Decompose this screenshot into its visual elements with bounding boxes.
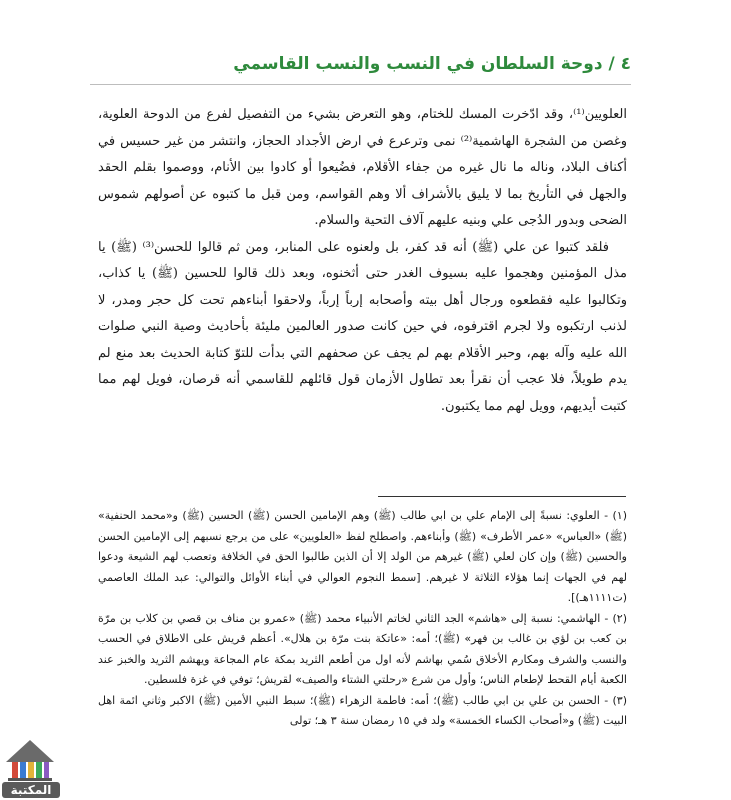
running-header	[90, 54, 631, 80]
books-icon	[2, 734, 58, 784]
paragraph: فلقد كتبوا عن علي (ﷺ) أنه قد كفر، بل ولعنوه على المنابر، ومن ثم قالوا للحسن⁽³⁾ (ﷺ) يا مذل المؤمنين وهجموا عليه بسيوف الغدر حتى أثخنوه، وبعد ذلك قالوا للحسين (ﷺ) يا كذاب، وتكالبوا عليه فقطعوه ورجال أهل بيته وأصحابه إرباً إرباً، ولاحقوا أبناءهم تحت كل حجر ومدر، لا لذنب ارتكبوه ولا لجرم اقترفوه، في حين كانت صدور العالمين مليئة بأحاديث وصية النبي صلوات الله عليه وآله بهم، وحبر الأقلام بهم لم يجف عن صحفهم التي بدأت للتوّ كتابة الحديث بعد منع لم يدم طويلاً، فلا عجب أن نقرأ بعد تطاول الأزمان قول قائلهم للقاسمي أنه قرصان، فويل لهم مما كتبت أيديهم، وويل لهم مما يكتبون.	[98, 239, 627, 414]
header-separator: /	[608, 54, 615, 74]
logo-text: المكتبة	[2, 782, 60, 798]
footnote: (٢) - الهاشمي: نسبة إلى «هاشم» الجد الثاني لخاتم الأنبياء محمد (ﷺ) «عمرو بن مناف بن قصي بن كلاب بن مرّة بن كعب بن لؤي بن غالب بن فهر» (ﷺ)؛ أمه: «عاتكة بنت مرّة بن هلال». أعظم قريش على الاطلاق في الحسب والنسب والشرف ومكارم الأخلاق سُمي بهاشم لأنه اول من أطعم الثريد بمكة عام المجاعة ويهشم الثريد والخبز عند الكعبة أيام القحط لإطعام الناس؛ وأول من شرع «رحلتي الشتاء والصيف» لقريش؛ توفي في غزة فلسطين.	[98, 611, 627, 686]
body-text	[98, 102, 627, 420]
header-rule	[90, 84, 631, 85]
paragraph: العلويين⁽¹⁾، وقد ادّخرت المسك للختام، وهو التعرض بشيء من التفصيل لفرع من الدوحة العلوية، وغصن من الشجرة الهاشمية⁽²⁾ نمى وترعرع في ارض الأجداد الحجاز، وانتشر من غير حسيس في أكناف البلاد، وناله ما نال غيره من جفاء الأقلام، فضُيعوا أو كادوا بين الأنام، ووصموا بقلم الحقد والجهل في التأريخ بما لا يليق بالأشراف ألا وهم القواسم، ومن قبل ما كتبوه عن أصولهم شموس الضحى وبدور الدُجى علي وبنيه عليهم آلاف التحية والسلام.	[98, 107, 627, 228]
footnote: (١) - العلوي: نسبةً إلى الإمام علي بن ابي طالب (ﷺ) وهم الإمامين الحسن (ﷺ) الحسين (ﷺ) و«محمد الحنفية» (ﷺ) «العباس» «عمر الأطرف» (ﷺ) وأبناءهم. واصطلح لفظ «العلويين» على من يرجع نسبهم إلى الإمامين الحسن والحسين (ﷺ) وإن كان لعلي (ﷺ) غيرهم من الولد إلا أن الذين طالبوا الحق في الخلافة وتعصب لهم الشيعة ودعوا لهم في الجهات إنما هؤلاء الثلاثة لا غيرهم. [سمط النجوم العوالي في أبناء الأوائل والتوالي: عبد الملك العاصمي (ت١١١١هـ)].	[98, 509, 627, 604]
footnote: (٣) - الحسن بن علي بن ابي طالب (ﷺ)؛ أمه: فاطمة الزهراء (ﷺ)؛ سبط النبي الأمين (ﷺ) الاكبر وثاني ائمة اهل البيت (ﷺ) و«أصحاب الكساء الخمسة» ولد في ١٥ رمضان سنة ٣ هـ؛ تولى	[98, 693, 627, 727]
footnote-separator	[378, 496, 626, 497]
footnotes	[98, 506, 627, 732]
page-number: ٤	[620, 54, 631, 74]
library-logo	[2, 734, 58, 800]
book-title: دوحة السلطان في النسب والنسب القاسمي	[233, 54, 603, 74]
